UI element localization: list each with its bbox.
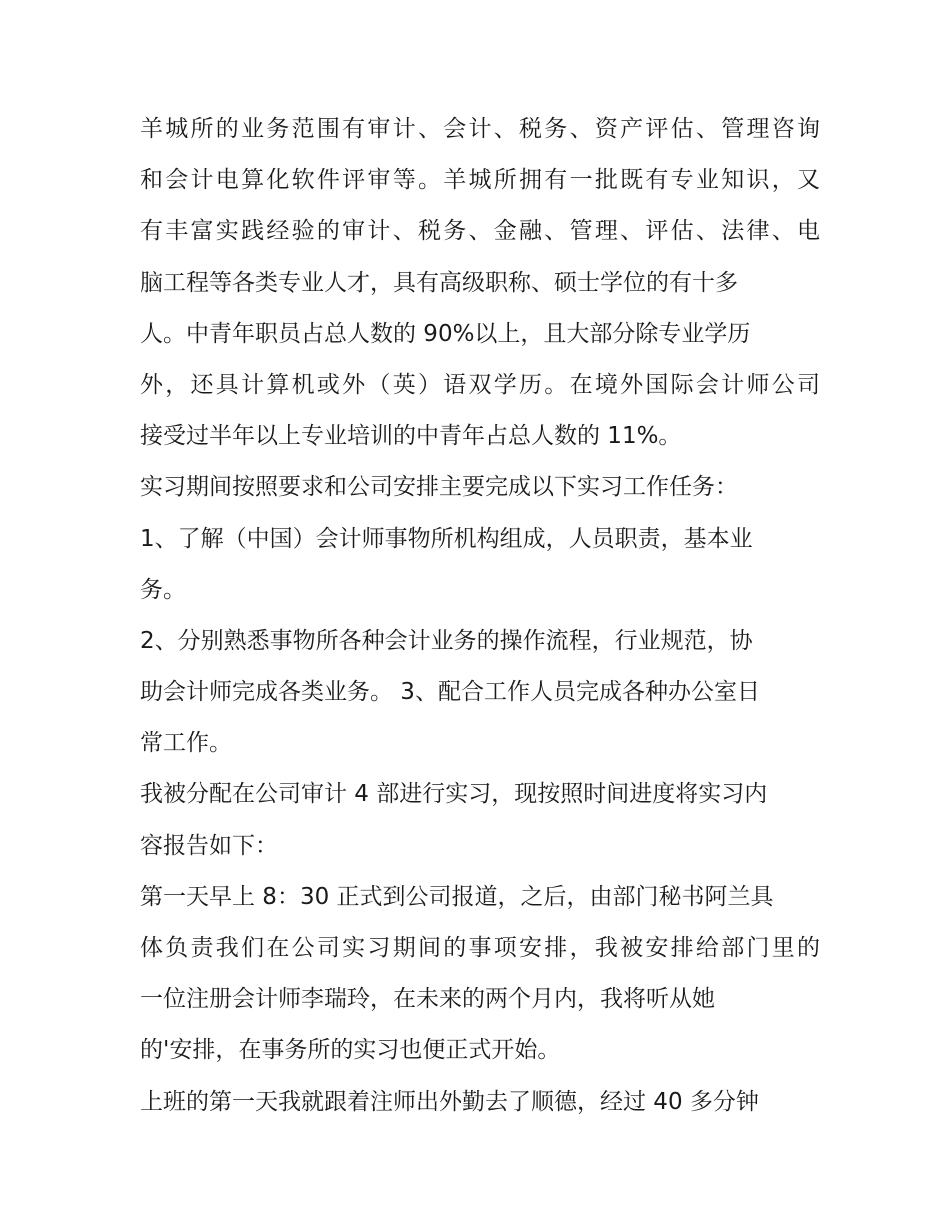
text-line: 人。中青年职员占总人数的 90%以上，且大部分除专业学历 bbox=[140, 320, 751, 347]
text-line: 务。 bbox=[140, 576, 186, 603]
text-line: 实习期间按照要求和公司安排主要完成以下实习工作任务： bbox=[140, 474, 738, 501]
text-line: 我被分配在公司审计 4 部进行实习，现按照时间进度将实习内 bbox=[140, 781, 768, 808]
text-line: 接受过半年以上专业培训的中青年占总人数的 11%。 bbox=[140, 423, 682, 450]
text-line: 常工作。 bbox=[140, 730, 232, 757]
text-line: 1、了解（中国）会计师事物所机构组成，人员职责，基本业 bbox=[140, 525, 753, 552]
text-line: 外，还具计算机或外（英）语双学历。在境外国际会计师公司 bbox=[140, 371, 820, 398]
text-line: 助会计师完成各类业务。 3、配合工作人员完成各种办公室日 bbox=[140, 679, 760, 706]
text-line: 脑工程等各类专业人才，具有高级职称、硕士学位的有十多 bbox=[140, 269, 738, 296]
text-line: 和会计电算化软件评审等。羊城所拥有一批既有专业知识，又 bbox=[140, 167, 820, 194]
text-line: 体负责我们在公司实习期间的事项安排，我被安排给部门里的 bbox=[140, 935, 820, 961]
text-line: 一位注册会计师李瑞玲，在未来的两个月内，我将听从她 bbox=[140, 986, 715, 1013]
text-line: 有丰富实践经验的审计、税务、金融、管理、评估、法律、电 bbox=[140, 218, 820, 245]
body-text bbox=[140, 104, 820, 1128]
text-line: 第一天早上 8：30 正式到公司报道，之后，由部门秘书阿兰具 bbox=[140, 883, 774, 910]
text-line: 羊城所的业务范围有审计、会计、税务、资产评估、管理咨询 bbox=[140, 116, 820, 142]
text-line: 的'安排，在事务所的实习也便正式开始。 bbox=[140, 1037, 561, 1064]
text-line: 2、分别熟悉事物所各种会计业务的操作流程，行业规范，协 bbox=[140, 627, 753, 654]
text-line: 容报告如下： bbox=[140, 832, 278, 859]
text-line: 上班的第一天我就跟着注师出外勤去了顺德，经过 40 多分钟 bbox=[140, 1088, 759, 1115]
